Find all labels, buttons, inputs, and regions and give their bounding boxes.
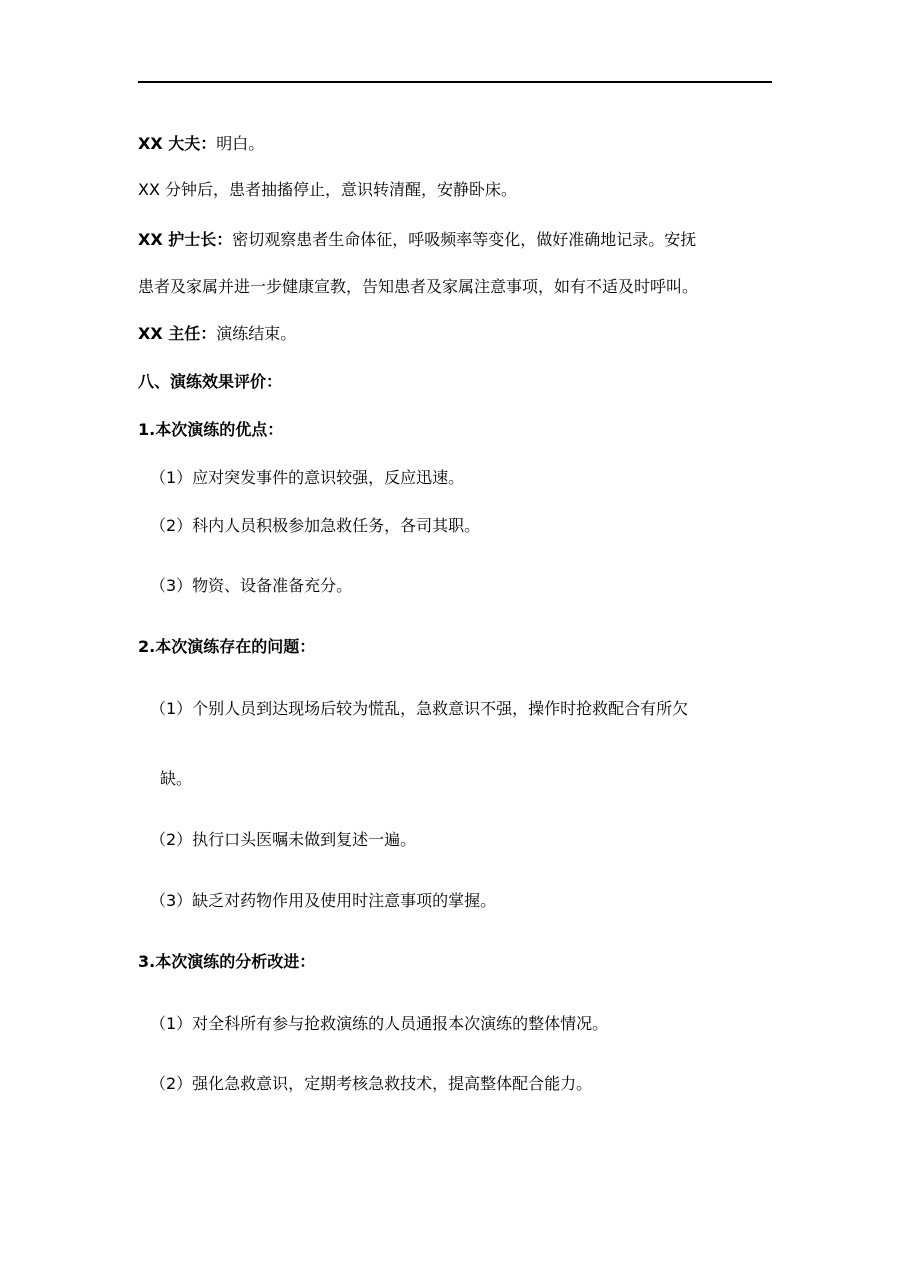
list-item: （1）对全科所有参与抢救演练的人员通报本次演练的整体情况。	[150, 1014, 609, 1033]
dialogue-line-head-nurse	[138, 228, 696, 252]
dialogue-text: 演练结束。	[216, 324, 297, 343]
list-item: （3）物资、设备准备充分。	[150, 576, 353, 595]
dialogue-text: 明白。	[216, 134, 265, 153]
subheading-strengths: 1.本次演练的优点：	[138, 420, 284, 439]
list-item: （2）执行口头医嘱未做到复述一遍。	[150, 830, 417, 849]
subheading-improvements: 3.本次演练的分析改进：	[138, 952, 316, 971]
list-item: （1）个别人员到达现场后较为慌乱，急救意识不强，操作时抢救配合有所欠	[150, 699, 689, 718]
dialogue-line-doctor	[138, 132, 264, 156]
speaker-label: XX 大夫：	[138, 134, 217, 153]
section-heading-evaluation: 八、演练效果评价：	[138, 372, 283, 391]
dialogue-continuation: 患者及家属并进一步健康宣教，告知患者及家属注意事项，如有不适及时呼叫。	[138, 277, 699, 296]
subheading-problems: 2.本次演练存在的问题：	[138, 637, 316, 656]
dialogue-line-director	[138, 322, 296, 346]
list-item: （1）应对突发事件的意识较强，反应迅速。	[150, 468, 465, 487]
list-item: （2）强化急救意识，定期考核急救技术，提高整体配合能力。	[150, 1074, 593, 1093]
speaker-label: XX 护士长：	[138, 230, 233, 249]
dialogue-text: 密切观察患者生命体征，呼吸频率等变化，做好准确地记录。安抚	[232, 230, 697, 249]
list-item: （2）科内人员积极参加急救任务，各司其职。	[150, 516, 481, 535]
header-rule	[138, 81, 772, 83]
list-item: （3）缺乏对药物作用及使用时注意事项的掌握。	[150, 891, 497, 910]
speaker-label: XX 主任：	[138, 324, 217, 343]
narration-line: XX 分钟后，患者抽搐停止，意识转清醒，安静卧床。	[138, 180, 518, 199]
list-item-continuation: 缺。	[160, 769, 193, 788]
